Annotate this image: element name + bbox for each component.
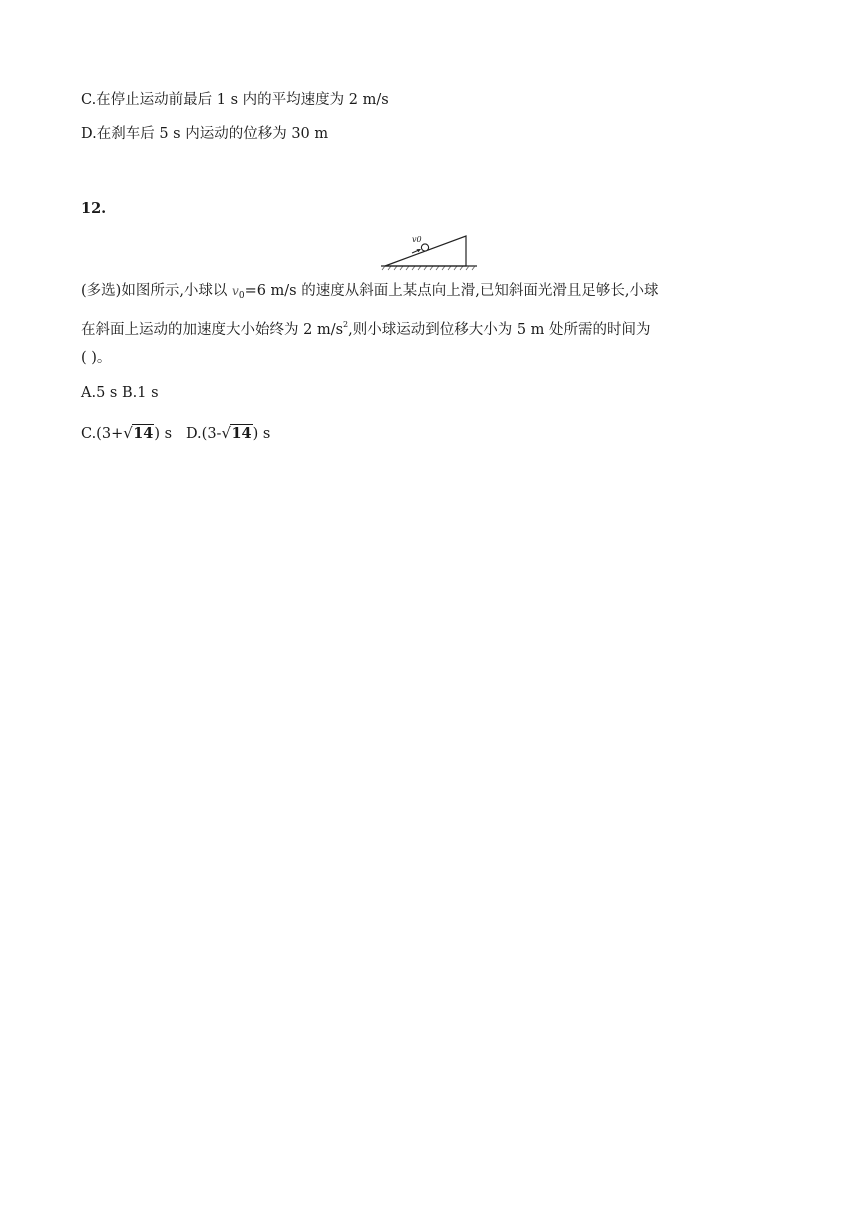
option-d-previous: D.在刹车后 5 s 内运动的位移为 30 m [81,126,329,142]
question-number: 12. [81,200,107,217]
question-stem-line-2: 在斜面上运动的加速度大小始终为 2 $m/s^2$,则小球运动到位移大小为 5 m 处所需的时间为 [81,320,651,338]
question-stem-line-1: (多选)如图所示,小球以 $v_0=6$ m/s 的速度从斜面上某点向上滑,已知斜面光滑且足够长,小球 [81,283,659,301]
incline-figure [379,232,479,272]
options-a-b: A.5 s B.1 s [81,385,159,401]
figure-label: v0 [412,235,422,244]
ball-icon [421,244,428,251]
options-c-d [81,424,270,444]
option-c-previous: C.在停止运动前最后 1 s 内的平均速度为 2 m/s [81,92,389,108]
option-d: D.(3- √ 14) s [185,424,271,442]
option-c: C.(3+ √ 14) s [81,424,173,442]
answer-parentheses: ( )。 [81,350,112,366]
